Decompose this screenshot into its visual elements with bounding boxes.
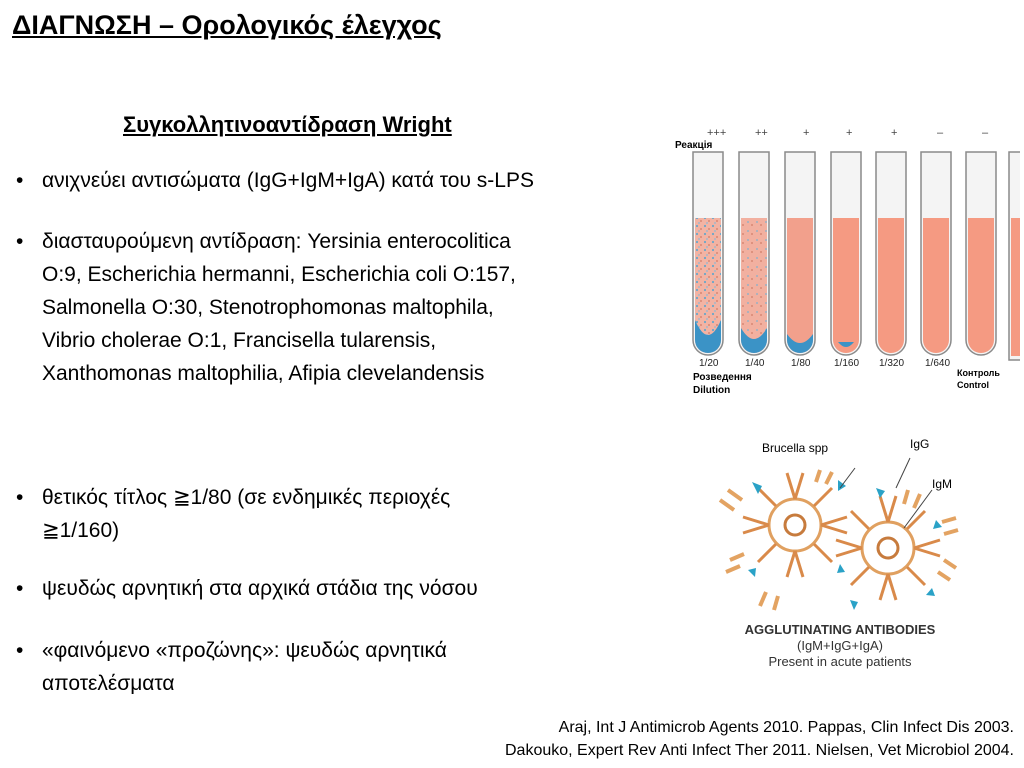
slide-subtitle: Συγκολλητινοαντίδραση Wright bbox=[123, 112, 452, 137]
dilution-label: 1/160 bbox=[834, 358, 860, 369]
bullet-dot: • bbox=[16, 169, 24, 192]
igg-label: IgG bbox=[910, 437, 930, 451]
bullet-line: Vibrio cholerae O:1, Francisella tularensis, bbox=[42, 329, 437, 352]
slide-title: ΔΙΑΓΝΩΣΗ – Ορολογικός έλεγχος bbox=[12, 10, 442, 40]
igm-label: IgM bbox=[932, 477, 953, 491]
bullet-item bbox=[14, 481, 664, 547]
bullet-dot: • bbox=[16, 577, 24, 600]
control-title-uk: Контроль bbox=[957, 368, 1000, 378]
reaction-sign: + bbox=[803, 127, 810, 139]
caption-line: (IgM+IgG+IgA) bbox=[797, 638, 883, 653]
bullet-line: διασταυρούμενη αντίδραση: Yersinia enterocolitica bbox=[42, 230, 511, 253]
bullet-line: «φαινόμενο «προζώνης»: ψευδώς αρνητικά bbox=[42, 639, 447, 662]
dilution-label: 1/640 bbox=[925, 358, 951, 369]
bullet-dot: • bbox=[16, 639, 24, 662]
bullet-line: Salmonella O:30, Stenotrophomonas maltophila, bbox=[42, 296, 494, 319]
bullet-item bbox=[14, 634, 664, 700]
bullet-line: ≧1/160) bbox=[42, 519, 120, 542]
antibody-agglutination-diagram bbox=[700, 430, 980, 675]
dilution-labels bbox=[699, 358, 950, 369]
bullet-item bbox=[14, 225, 664, 390]
caption-line: AGGLUTINATING ANTIBODIES bbox=[744, 622, 936, 637]
dilution-label: 1/20 bbox=[699, 358, 719, 369]
brucella-label: Brucella spp bbox=[762, 441, 829, 455]
bullet-line: ανιχνεύει αντισώματα (IgG+IgM+IgA) κατά του s-LPS bbox=[42, 169, 534, 192]
reaction-sign: + bbox=[891, 127, 898, 139]
reaction-label: Реакція bbox=[675, 140, 713, 151]
bullet-line: θετικός τίτλος ≧1/80 (σε ενδημικές περιοχές bbox=[42, 486, 451, 509]
reaction-sign: ++ bbox=[755, 127, 768, 139]
reaction-sign: +++ bbox=[707, 127, 727, 139]
control-title-en: Control bbox=[957, 380, 989, 390]
antigen-cluster-right bbox=[836, 496, 940, 600]
agglutination-tubes-figure bbox=[655, 120, 1020, 410]
dilution-title-uk: Розведення bbox=[693, 372, 752, 383]
dilution-title-en: Dilution bbox=[693, 385, 731, 396]
bullet-line: O:9, Escherichia hermanni, Escherichia coli O:157, bbox=[42, 263, 516, 286]
citations bbox=[505, 716, 1014, 762]
bullet-line: αποτελέσματα bbox=[42, 672, 175, 695]
bullet-item bbox=[14, 164, 664, 197]
reaction-signs bbox=[707, 127, 989, 139]
citation-line: Araj, Int J Antimicrob Agents 2010. Pappas, Clin Infect Dis 2003. bbox=[558, 719, 1014, 736]
bullet-line: Xanthomonas maltophilia, Afipia clevelandensis bbox=[42, 362, 485, 385]
bullet-dot: • bbox=[16, 230, 24, 253]
label-pointer bbox=[896, 458, 910, 488]
caption-line: Present in acute patients bbox=[768, 654, 912, 669]
reaction-sign: – bbox=[937, 127, 944, 139]
reaction-sign: + bbox=[846, 127, 853, 139]
bullet-line: ψευδώς αρνητική στα αρχικά στάδια της νόσου bbox=[42, 577, 478, 600]
test-tubes bbox=[693, 152, 1020, 360]
dilution-label: 1/80 bbox=[791, 358, 811, 369]
dilution-label: 1/320 bbox=[879, 358, 905, 369]
label-pointer bbox=[840, 468, 855, 488]
citation-line: Dakouko, Expert Rev Anti Infect Ther 2011. Nielsen, Vet Microbiol 2004. bbox=[504, 742, 1014, 759]
reaction-sign: – bbox=[982, 127, 989, 139]
dilution-label: 1/40 bbox=[745, 358, 765, 369]
bullet-dot: • bbox=[16, 486, 24, 509]
bullet-item bbox=[14, 572, 664, 605]
